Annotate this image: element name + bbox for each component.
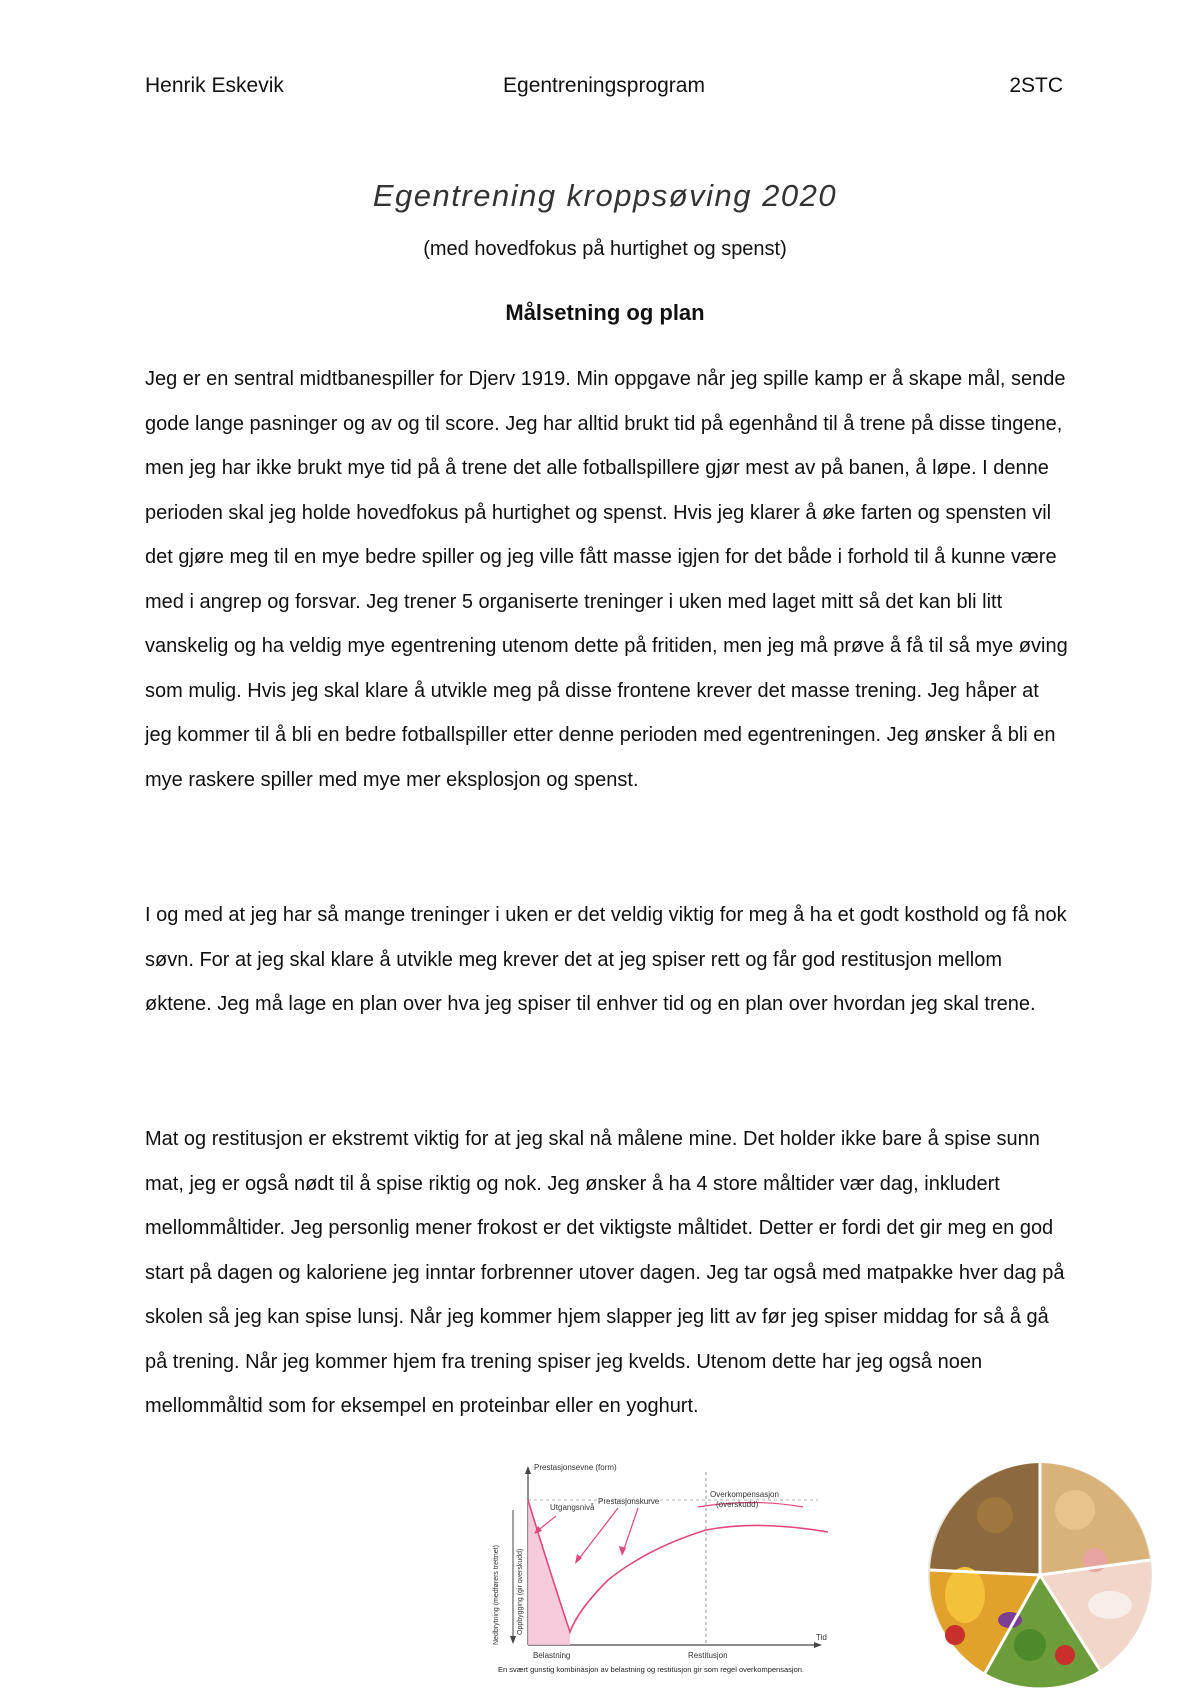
start-level-label: Utgangsnivå (550, 1503, 595, 1512)
right-axis-label: Oppbygging (gir overskudd) (517, 1548, 524, 1635)
paragraph-food-recovery: Mat og restitusjon er ekstremt viktig for at jeg skal nå målene mine. Det holder ikke bare å spise sunn mat, jeg er også nødt til å spise riktig og nok. Jeg ønsker å ha 4 store måltider vær dag, inkludert mellommåltider. Jeg personlig mener frokost er det viktigste måltidet. Detter er fordi det gir meg en god start på dagen og kaloriene jeg inntar forbrenner utover dagen. Jeg tar også med matpakke hver dag på skolen så jeg kan spise lunsj. Når jeg kommer hjem slapper jeg litt av før jeg spiser middag for så å gå på trening. Når jeg kommer hjem fra trening spiser jeg kvelds. Utenom dette har jeg også noen mellommåltid som for eksempel en proteinbar eller en yoghurt. (145, 1128, 1065, 1417)
overcompensation-figure (478, 1460, 888, 1688)
document-title: Egentrening kroppsøving 2020 (372, 178, 838, 213)
header-doc-title: Egentreningsprogram (503, 74, 705, 97)
recovery-label: Restitusjon (688, 1651, 728, 1660)
overcompensation-sub-label: (overskudd) (716, 1500, 759, 1509)
curve-arrow-2 (623, 1508, 638, 1552)
left-axis-label: Nedbrytning (medførers trettnet) (493, 1545, 500, 1645)
load-label: Belastning (533, 1651, 571, 1660)
paragraph-goals: Jeg er en sentral midtbanespiller for Djerv 1919. Min oppgave når jeg spille kamp er å skape mål, sende gode lange pasninger og av og til score. Jeg har alltid brukt tid på egenhånd til å trene på disse tingene, men jeg har ikke brukt mye tid på å trene det alle fotballspillere gjør mest av på banen, å løpe. I denne perioden skal jeg holde hovedfokus på hurtighet og spenst. Hvis jeg klarer å øke farten og spensten vil det gjøre meg til en mye bedre spiller og jeg ville fått masse igjen for det både i forhold til å kunne være med i angrep og forsvar. Jeg trener 5 organiserte treninger i uken med laget mitt så det kan bli litt vanskelig og ha veldig mye egentrening utenom dette på fritiden, men jeg må prøve å få til så mye øving som mulig. Hvis jeg skal klare å utvikle meg på disse frontene krever det masse trening. Jeg håper at jeg kommer til å bli en bedre fotballspiller etter denne perioden med egentreningen. Jeg ønsker å bli en mye raskere spiller med mye mer eksplosjon og spenst. (145, 368, 1068, 791)
performance-curve (528, 1500, 828, 1632)
y-axis-top-label: Prestasjonsevne (form) (534, 1463, 617, 1472)
curve-arrow-1 (578, 1508, 618, 1560)
curve-label: Prestasjonskurve (598, 1497, 660, 1506)
paragraph-diet-sleep: I og med at jeg har så mange treninger i uken er det veldig viktig for meg å ha et godt kosthold og få nok søvn. For at jeg skal klare å utvikle meg krever det at jeg spiser rett og får god restitusjon mellom øktene. Jeg må lage en plan over hva jeg spiser til enhver tid og en plan over hvordan jeg skal trene. (145, 904, 1067, 1015)
document-subtitle: (med hovedfokus på hurtighet og spenst) (423, 238, 787, 260)
food-plate-image (925, 1455, 1155, 1695)
figure-caption: En svært gunstig kombinasjon av belastning og restitusjon gir som regel overkompensasjon. (498, 1665, 804, 1674)
page-header (145, 74, 1063, 100)
x-axis-label: Tid (816, 1633, 827, 1642)
header-author: Henrik Eskevik (145, 74, 284, 97)
overcompensation-label: Overkompensasjon (710, 1490, 779, 1499)
section-heading: Målsetning og plan (505, 300, 705, 325)
header-class: 2STC (1009, 74, 1063, 97)
